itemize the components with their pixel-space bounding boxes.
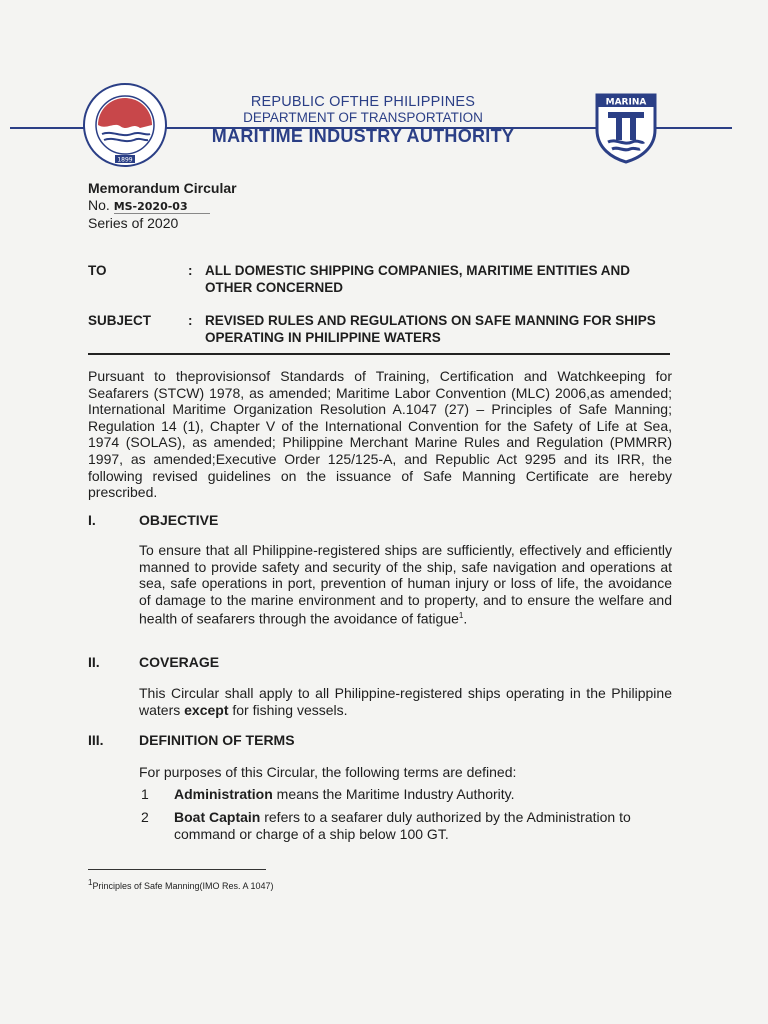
- definition-term: Administration: [174, 786, 273, 802]
- seal-year: 1899: [117, 156, 133, 164]
- subject-rule: [88, 353, 670, 355]
- letterhead-department: DEPARTMENT OF TRANSPORTATION: [243, 110, 483, 125]
- footnote-number: 1: [88, 878, 93, 887]
- letterhead: [190, 94, 536, 146]
- section-coverage-text: [139, 685, 672, 718]
- coverage-text-after: for fishing vessels.: [228, 701, 348, 718]
- intro-paragraph: Pursuant to theprovisionsof Standards of Training, Certification and Watchkeeping for Seafarers (STCW) 1978, as amended; Maritime Labor Convention (MLC) 2006,as amended; International Maritime Organization Resolution A.1047 (27) – Principles of Safe Manning; Regulation 14 (1), Chapter V of the International Convention for the Safety of Life at Sea, 1974 (SOLAS), as amended; Philippine Merchant Marine Rules and Regulation (PMMRR) 1997, as amended;Executive Order 125/125-A, and Republic Act 9295 and its IRR, the following revised guidelines on the issuance of Safe Manning Certificate are hereby prescribed.: [88, 368, 672, 501]
- to-row: [88, 262, 678, 298]
- objective-end: .: [463, 611, 468, 628]
- definition-item: [174, 809, 674, 842]
- footnote-rule: [88, 869, 266, 870]
- footnote: [88, 878, 274, 891]
- coverage-text-bold: except: [184, 701, 229, 718]
- memo-number: [88, 197, 237, 215]
- memo-series: Series of 2020: [88, 215, 179, 231]
- section-definitions-number: III.: [88, 732, 104, 748]
- definition-term: Boat Captain: [174, 809, 261, 825]
- section-definitions-intro: For purposes of this Circular, the following terms are defined:: [139, 764, 517, 780]
- definition-text: refers to a seafarer duly authorized by the Administration to command or charge of a ship below 100 GT.: [174, 809, 631, 842]
- objective-text: To ensure that all Philippine-registered ships are sufficiently, effectively and efficiently manned to provide safety and security of the ship, safe navigation and operations at sea, safe operations in port, prevention of human injury or loss of life, the avoidance of damage to the marine environment and to property, and to ensure the welfare and health of seafarers through the avoidance of fatigue: [139, 542, 672, 628]
- section-objective-title: OBJECTIVE: [139, 512, 219, 528]
- section-definitions-title: DEFINITION OF TERMS: [139, 732, 295, 748]
- memo-block: [88, 180, 237, 232]
- coverage-text-before: This Circular shall apply to all Philippine-registered ships operating in the Philippine waters: [139, 685, 672, 718]
- memo-title: Memorandum Circular: [88, 180, 237, 196]
- footnote-text: Principles of Safe Manning(IMO Res. A 1047): [92, 881, 274, 891]
- footnote-ref: 1: [458, 611, 464, 621]
- subject-row: [88, 312, 678, 348]
- memo-number-label: No.: [88, 197, 110, 213]
- dotc-seal-icon: [82, 82, 168, 168]
- subject-colon: :: [188, 313, 193, 328]
- subject-value: REVISED RULES AND REGULATIONS ON SAFE MANNING FOR SHIPS OPERATING IN PHILIPPINE WATERS: [205, 313, 656, 345]
- marina-label: MARINA: [605, 97, 647, 108]
- section-coverage-title: COVERAGE: [139, 654, 220, 670]
- definition-item: [174, 786, 674, 803]
- section-coverage-number: II.: [88, 654, 100, 670]
- section-objective-number: I.: [88, 512, 96, 528]
- memo-number-value: MS-2020-03: [114, 200, 210, 214]
- definition-item-number: 2: [141, 809, 149, 825]
- letterhead-authority: MARITIME INDUSTRY AUTHORITY: [211, 126, 515, 146]
- to-value: ALL DOMESTIC SHIPPING COMPANIES, MARITIME ENTITIES AND OTHER CONCERNED: [205, 263, 631, 295]
- letterhead-republic: REPUBLIC OFTHE PHILIPPINES: [250, 94, 476, 110]
- section-objective-text: [139, 542, 672, 628]
- subject-label: SUBJECT: [88, 313, 152, 328]
- marina-logo-icon: [594, 92, 658, 164]
- definition-item-number: 1: [141, 786, 149, 802]
- to-label: TO: [88, 263, 107, 278]
- to-colon: :: [188, 263, 193, 278]
- definition-text: means the Maritime Industry Authority.: [272, 786, 515, 802]
